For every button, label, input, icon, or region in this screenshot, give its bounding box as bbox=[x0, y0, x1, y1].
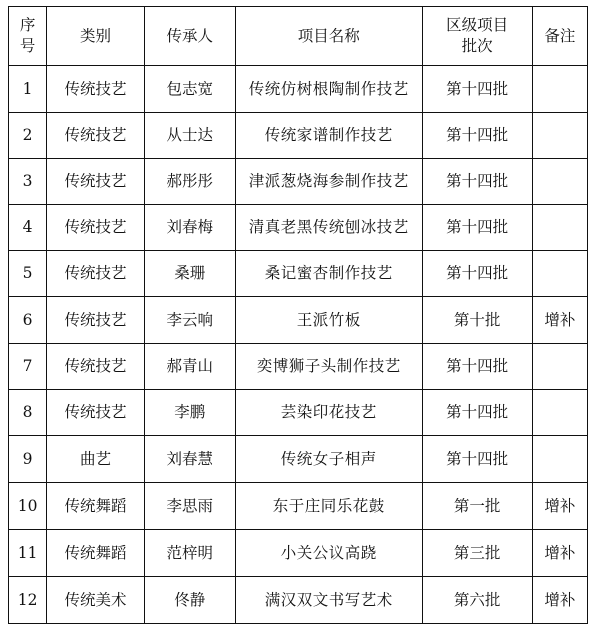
cell-batch: 第十批 bbox=[422, 297, 532, 344]
header-project: 项目名称 bbox=[235, 7, 422, 66]
cell-no: 9 bbox=[9, 436, 47, 483]
cell-note bbox=[532, 205, 587, 251]
table-row bbox=[9, 483, 588, 530]
cell-project: 小关公议高跷 bbox=[235, 530, 422, 577]
cell-category: 传统技艺 bbox=[47, 390, 145, 436]
cell-heir: 郝彤彤 bbox=[144, 159, 235, 205]
cell-batch: 第三批 bbox=[422, 530, 532, 577]
cell-batch: 第十四批 bbox=[422, 390, 532, 436]
cell-heir: 李云响 bbox=[144, 297, 235, 344]
table-row bbox=[9, 159, 588, 205]
cell-project: 传统女子相声 bbox=[235, 436, 422, 483]
table-row bbox=[9, 251, 588, 297]
cell-batch: 第十四批 bbox=[422, 436, 532, 483]
table-row bbox=[9, 297, 588, 344]
cell-note: 增补 bbox=[532, 577, 587, 624]
table-row bbox=[9, 577, 588, 624]
table-row bbox=[9, 344, 588, 390]
cell-batch: 第一批 bbox=[422, 483, 532, 530]
table-body bbox=[9, 66, 588, 624]
header-no: 序 号 bbox=[9, 7, 47, 66]
cell-project: 清真老黑传统刨冰技艺 bbox=[235, 205, 422, 251]
cell-category: 传统技艺 bbox=[47, 66, 145, 113]
cell-category: 传统技艺 bbox=[47, 159, 145, 205]
cell-heir: 佟静 bbox=[144, 577, 235, 624]
table-row bbox=[9, 530, 588, 577]
cell-category: 传统美术 bbox=[47, 577, 145, 624]
cell-batch: 第十四批 bbox=[422, 205, 532, 251]
cell-no: 10 bbox=[9, 483, 47, 530]
cell-heir: 包志宽 bbox=[144, 66, 235, 113]
cell-note bbox=[532, 344, 587, 390]
table-row bbox=[9, 205, 588, 251]
table-row bbox=[9, 436, 588, 483]
cell-batch: 第六批 bbox=[422, 577, 532, 624]
cell-category: 曲艺 bbox=[47, 436, 145, 483]
cell-note bbox=[532, 66, 587, 113]
cell-note: 增补 bbox=[532, 530, 587, 577]
cell-batch: 第十四批 bbox=[422, 251, 532, 297]
cell-note bbox=[532, 390, 587, 436]
cell-no: 12 bbox=[9, 577, 47, 624]
cell-no: 8 bbox=[9, 390, 47, 436]
cell-heir: 刘春慧 bbox=[144, 436, 235, 483]
cell-no: 1 bbox=[9, 66, 47, 113]
heritage-table bbox=[8, 6, 588, 624]
cell-note bbox=[532, 251, 587, 297]
cell-no: 6 bbox=[9, 297, 47, 344]
cell-heir: 从士达 bbox=[144, 113, 235, 159]
cell-category: 传统技艺 bbox=[47, 205, 145, 251]
cell-no: 7 bbox=[9, 344, 47, 390]
cell-heir: 郝青山 bbox=[144, 344, 235, 390]
header-note: 备注 bbox=[532, 7, 587, 66]
cell-project: 王派竹板 bbox=[235, 297, 422, 344]
cell-project: 奕博狮子头制作技艺 bbox=[235, 344, 422, 390]
cell-batch: 第十四批 bbox=[422, 66, 532, 113]
header-heir: 传承人 bbox=[144, 7, 235, 66]
cell-no: 3 bbox=[9, 159, 47, 205]
cell-project: 桑记蜜杏制作技艺 bbox=[235, 251, 422, 297]
cell-heir: 李鹏 bbox=[144, 390, 235, 436]
table-row bbox=[9, 113, 588, 159]
cell-batch: 第十四批 bbox=[422, 159, 532, 205]
cell-batch: 第十四批 bbox=[422, 344, 532, 390]
cell-no: 4 bbox=[9, 205, 47, 251]
cell-heir: 范梓明 bbox=[144, 530, 235, 577]
cell-category: 传统舞蹈 bbox=[47, 530, 145, 577]
cell-category: 传统技艺 bbox=[47, 251, 145, 297]
cell-heir: 李思雨 bbox=[144, 483, 235, 530]
cell-project: 传统家谱制作技艺 bbox=[235, 113, 422, 159]
cell-note bbox=[532, 113, 587, 159]
cell-project: 东于庄同乐花鼓 bbox=[235, 483, 422, 530]
cell-no: 11 bbox=[9, 530, 47, 577]
cell-project: 传统仿树根陶制作技艺 bbox=[235, 66, 422, 113]
cell-category: 传统技艺 bbox=[47, 297, 145, 344]
cell-heir: 刘春梅 bbox=[144, 205, 235, 251]
cell-note bbox=[532, 436, 587, 483]
header-row bbox=[9, 7, 588, 66]
cell-category: 传统技艺 bbox=[47, 344, 145, 390]
cell-note bbox=[532, 159, 587, 205]
cell-note: 增补 bbox=[532, 483, 587, 530]
header-category: 类别 bbox=[47, 7, 145, 66]
header-batch: 区级项目 批次 bbox=[422, 7, 532, 66]
cell-project: 津派葱烧海参制作技艺 bbox=[235, 159, 422, 205]
cell-project: 满汉双文书写艺术 bbox=[235, 577, 422, 624]
cell-batch: 第十四批 bbox=[422, 113, 532, 159]
cell-note: 增补 bbox=[532, 297, 587, 344]
table-row bbox=[9, 66, 588, 113]
table-row bbox=[9, 390, 588, 436]
cell-no: 5 bbox=[9, 251, 47, 297]
cell-no: 2 bbox=[9, 113, 47, 159]
cell-category: 传统技艺 bbox=[47, 113, 145, 159]
cell-category: 传统舞蹈 bbox=[47, 483, 145, 530]
cell-project: 芸染印花技艺 bbox=[235, 390, 422, 436]
cell-heir: 桑珊 bbox=[144, 251, 235, 297]
